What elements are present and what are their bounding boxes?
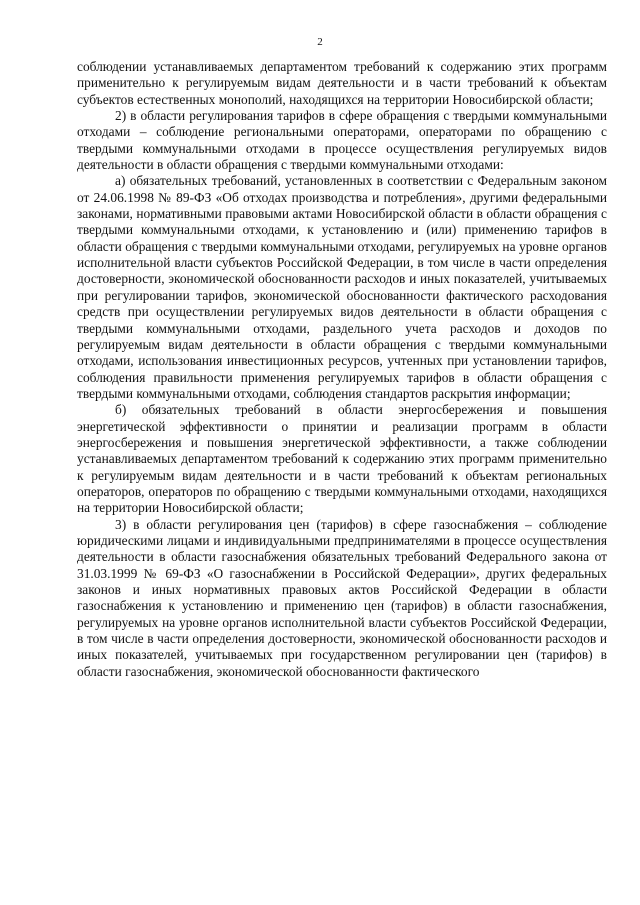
page-number: 2 (317, 36, 323, 48)
paragraph-item-3: 3) в области регулирования цен (тарифов) в сфере газоснабжения – соблюдение юридическими лицами и индивидуальными предпринимателями в процессе осуществления деятельности в области газоснабжения обязательных требований Федерального закона от 31.03.1999 № 69-ФЗ «О газоснабжении в Российской Федерации», других федеральных законов и иных нормативных правовых актов Российской Федерации в области газоснабжения к установлению и применению цен (тарифов) в области газоснабжения, регулируемых на уровне органов исполнительной власти субъектов Российской Федерации, в том числе в части определения достоверности, экономической обоснованности расходов и иных показателей, учитываемых при государственном регулировании цен (тарифов) в области газоснабжения, экономической обоснованности фактического (77, 516, 607, 679)
paragraph-item-2: 2) в области регулирования тарифов в сфере обращения с твердыми коммунальными отходами – соблюдение региональными операторами, операторами по обращению с твердыми коммунальными отходами в процессе осуществления регулируемых видов деятельности в области обращения с твердыми коммунальными отходами: (77, 108, 607, 173)
paragraph-subitem-b: б) обязательных требований в области энергосбережения и повышения энергетической эффективности о принятии и реализации программ в области энергосбережения и повышения энергетической эффективности, а также соблюдении устанавливаемых департаментом требований к содержанию этих программ применительно к регулируемым видам деятельности и в части требований к объектам региональных операторов, операторов по обращению с твердыми коммунальными отходами, находящихся на территории Новосибирской области; (77, 402, 607, 516)
document-body (77, 59, 607, 680)
paragraph-continuation: соблюдении устанавливаемых департаментом требований к содержанию этих программ применительно к регулируемым видам деятельности и в части требований к объектам субъектов естественных монополий, находящихся на территории Новосибирской области; (77, 59, 607, 107)
paragraph-subitem-a: а) обязательных требований, установленных в соответствии с Федеральным законом от 24.06.1998 № 89-ФЗ «Об отходах производства и потребления», другими федеральными законами, нормативными правовыми актами Новосибирской области в области обращения с твердыми коммунальными отходами, к установлению и (или) применению тарифов в области обращения с твердыми коммунальными отходами, регулируемых на уровне органов исполнительной власти субъектов Российской Федерации, в том числе в части определения достоверности, экономической обоснованности расходов и иных показателей, учитываемых при регулировании тарифов, экономической обоснованности фактического расходования средств при осуществлении регулируемых видов деятельности в области обращения с твердыми коммунальными отходами, раздельного учета расходов и доходов по регулируемым видам деятельности в области обращения с твердыми коммунальными отходами, использования инвестиционных ресурсов, учтенных при установлении тарифов, соблюдения правильности применения регулируемых тарифов в области обращения с твердыми коммунальными отходами, соблюдения стандартов раскрытия информации; (77, 173, 607, 401)
